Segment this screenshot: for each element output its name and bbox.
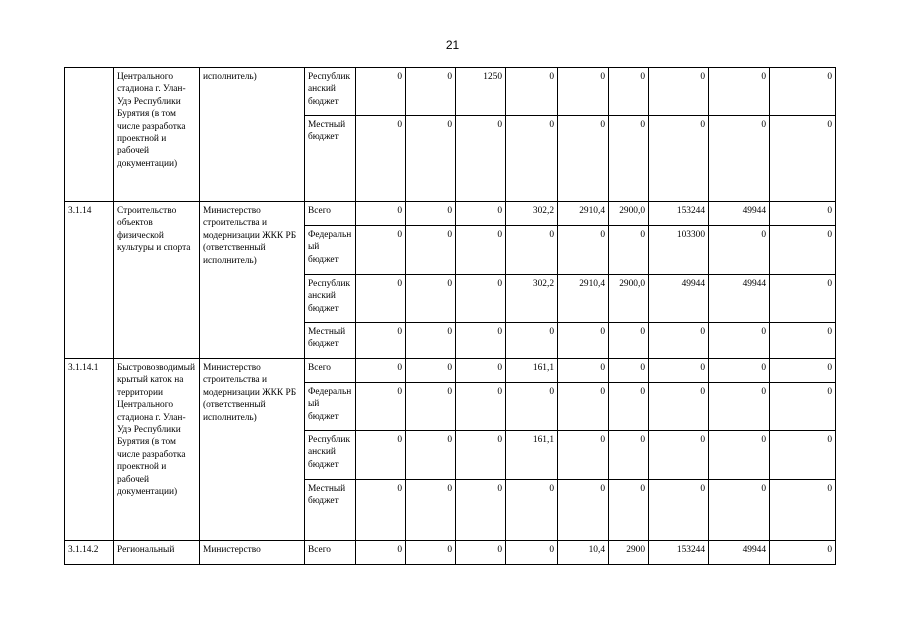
value-cell: 302,2 <box>506 275 558 323</box>
value-cell: 0 <box>770 202 836 226</box>
funding-source: Местный бюджет <box>305 480 356 541</box>
funding-source: Республиканский бюджет <box>305 275 356 323</box>
value-cell: 0 <box>649 359 709 383</box>
row-executor: исполнитель) <box>200 68 305 202</box>
value-cell: 0 <box>356 323 406 359</box>
value-cell: 49944 <box>649 275 709 323</box>
value-cell: 0 <box>506 323 558 359</box>
value-cell: 0 <box>558 116 609 202</box>
value-cell: 0 <box>406 359 456 383</box>
funding-source: Всего <box>305 202 356 226</box>
value-cell: 0 <box>356 275 406 323</box>
row-code: 3.1.14.1 <box>65 359 114 541</box>
row-code: 3.1.14.2 <box>65 541 114 565</box>
row-name: Строительство объектов физической культуры и спорта <box>114 202 200 359</box>
value-cell: 0 <box>609 359 649 383</box>
value-cell: 0 <box>609 480 649 541</box>
value-cell: 0 <box>558 431 609 480</box>
budget-table <box>64 67 836 565</box>
value-cell: 302,2 <box>506 202 558 226</box>
value-cell: 0 <box>406 480 456 541</box>
table-row <box>65 202 836 226</box>
value-cell: 0 <box>709 359 770 383</box>
value-cell: 0 <box>709 383 770 431</box>
value-cell: 0 <box>770 359 836 383</box>
value-cell: 0 <box>609 226 649 275</box>
table-row <box>65 359 836 383</box>
value-cell: 0 <box>558 323 609 359</box>
value-cell: 0 <box>356 202 406 226</box>
value-cell: 0 <box>406 383 456 431</box>
row-name: Центрального стадиона г. Улан-Удэ Республики Бурятия (в том числе разработка проектной и рабочей документации) <box>114 68 200 202</box>
page-number: 21 <box>445 38 460 52</box>
value-cell: 0 <box>770 383 836 431</box>
value-cell: 49944 <box>709 275 770 323</box>
value-cell: 0 <box>770 480 836 541</box>
value-cell: 0 <box>709 431 770 480</box>
value-cell: 0 <box>649 68 709 116</box>
value-cell: 2910,4 <box>558 275 609 323</box>
funding-source: Республиканский бюджет <box>305 68 356 116</box>
value-cell: 0 <box>356 480 406 541</box>
value-cell: 0 <box>456 431 506 480</box>
value-cell: 161,1 <box>506 359 558 383</box>
value-cell: 0 <box>709 116 770 202</box>
value-cell: 1250 <box>456 68 506 116</box>
funding-source: Всего <box>305 541 356 565</box>
value-cell: 10,4 <box>558 541 609 565</box>
value-cell: 0 <box>456 541 506 565</box>
row-name: Быстровозводимый крытый каток на территории Центрального стадиона г. Улан-Удэ Республики Бурятия (в том числе разработка проектной и рабочей документации) <box>114 359 200 541</box>
value-cell: 0 <box>709 323 770 359</box>
row-code: 3.1.14 <box>65 202 114 359</box>
value-cell: 0 <box>456 323 506 359</box>
value-cell: 0 <box>356 116 406 202</box>
value-cell: 103300 <box>649 226 709 275</box>
value-cell: 0 <box>770 431 836 480</box>
value-cell: 153244 <box>649 541 709 565</box>
value-cell: 0 <box>506 226 558 275</box>
value-cell: 153244 <box>649 202 709 226</box>
value-cell: 0 <box>558 359 609 383</box>
table-body <box>65 68 836 565</box>
value-cell: 0 <box>356 68 406 116</box>
funding-source: Республиканский бюджет <box>305 431 356 480</box>
value-cell: 0 <box>356 383 406 431</box>
value-cell: 0 <box>456 202 506 226</box>
value-cell: 0 <box>456 226 506 275</box>
value-cell: 0 <box>649 480 709 541</box>
value-cell: 0 <box>456 480 506 541</box>
value-cell: 2900 <box>609 541 649 565</box>
value-cell: 0 <box>356 226 406 275</box>
value-cell: 2900,0 <box>609 202 649 226</box>
value-cell: 0 <box>770 226 836 275</box>
row-code <box>65 68 114 202</box>
value-cell: 0 <box>406 323 456 359</box>
value-cell: 49944 <box>709 202 770 226</box>
funding-source: Федеральный бюджет <box>305 226 356 275</box>
value-cell: 49944 <box>709 541 770 565</box>
value-cell: 0 <box>770 541 836 565</box>
value-cell: 0 <box>406 541 456 565</box>
value-cell: 0 <box>558 480 609 541</box>
value-cell: 0 <box>406 202 456 226</box>
funding-source: Местный бюджет <box>305 323 356 359</box>
value-cell: 0 <box>406 431 456 480</box>
value-cell: 0 <box>709 226 770 275</box>
row-executor: Министерство строительства и модернизации ЖКК РБ (ответственный исполнитель) <box>200 202 305 359</box>
value-cell: 0 <box>558 68 609 116</box>
value-cell: 0 <box>356 541 406 565</box>
value-cell: 0 <box>770 116 836 202</box>
value-cell: 0 <box>770 68 836 116</box>
value-cell: 0 <box>506 116 558 202</box>
value-cell: 0 <box>558 383 609 431</box>
value-cell: 0 <box>406 226 456 275</box>
value-cell: 0 <box>506 480 558 541</box>
value-cell: 0 <box>649 323 709 359</box>
value-cell: 0 <box>406 275 456 323</box>
value-cell: 0 <box>456 116 506 202</box>
value-cell: 0 <box>406 116 456 202</box>
value-cell: 0 <box>406 68 456 116</box>
value-cell: 0 <box>456 275 506 323</box>
value-cell: 0 <box>609 431 649 480</box>
value-cell: 0 <box>609 323 649 359</box>
value-cell: 0 <box>506 68 558 116</box>
funding-source: Местный бюджет <box>305 116 356 202</box>
value-cell: 0 <box>709 480 770 541</box>
value-cell: 161,1 <box>506 431 558 480</box>
value-cell: 0 <box>456 383 506 431</box>
value-cell: 2910,4 <box>558 202 609 226</box>
row-executor: Министерство строительства и модернизации ЖКК РБ (ответственный исполнитель) <box>200 359 305 541</box>
value-cell: 0 <box>649 431 709 480</box>
value-cell: 0 <box>456 359 506 383</box>
funding-source: Федеральный бюджет <box>305 383 356 431</box>
value-cell: 2900,0 <box>609 275 649 323</box>
value-cell: 0 <box>558 226 609 275</box>
value-cell: 0 <box>649 383 709 431</box>
row-executor: Министерство <box>200 541 305 565</box>
value-cell: 0 <box>356 431 406 480</box>
value-cell: 0 <box>770 323 836 359</box>
value-cell: 0 <box>609 116 649 202</box>
value-cell: 0 <box>770 275 836 323</box>
table-row <box>65 541 836 565</box>
value-cell: 0 <box>506 541 558 565</box>
value-cell: 0 <box>609 68 649 116</box>
value-cell: 0 <box>609 383 649 431</box>
funding-source: Всего <box>305 359 356 383</box>
value-cell: 0 <box>649 116 709 202</box>
value-cell: 0 <box>709 68 770 116</box>
table-row <box>65 68 836 116</box>
value-cell: 0 <box>356 359 406 383</box>
row-name: Региональный <box>114 541 200 565</box>
value-cell: 0 <box>506 383 558 431</box>
